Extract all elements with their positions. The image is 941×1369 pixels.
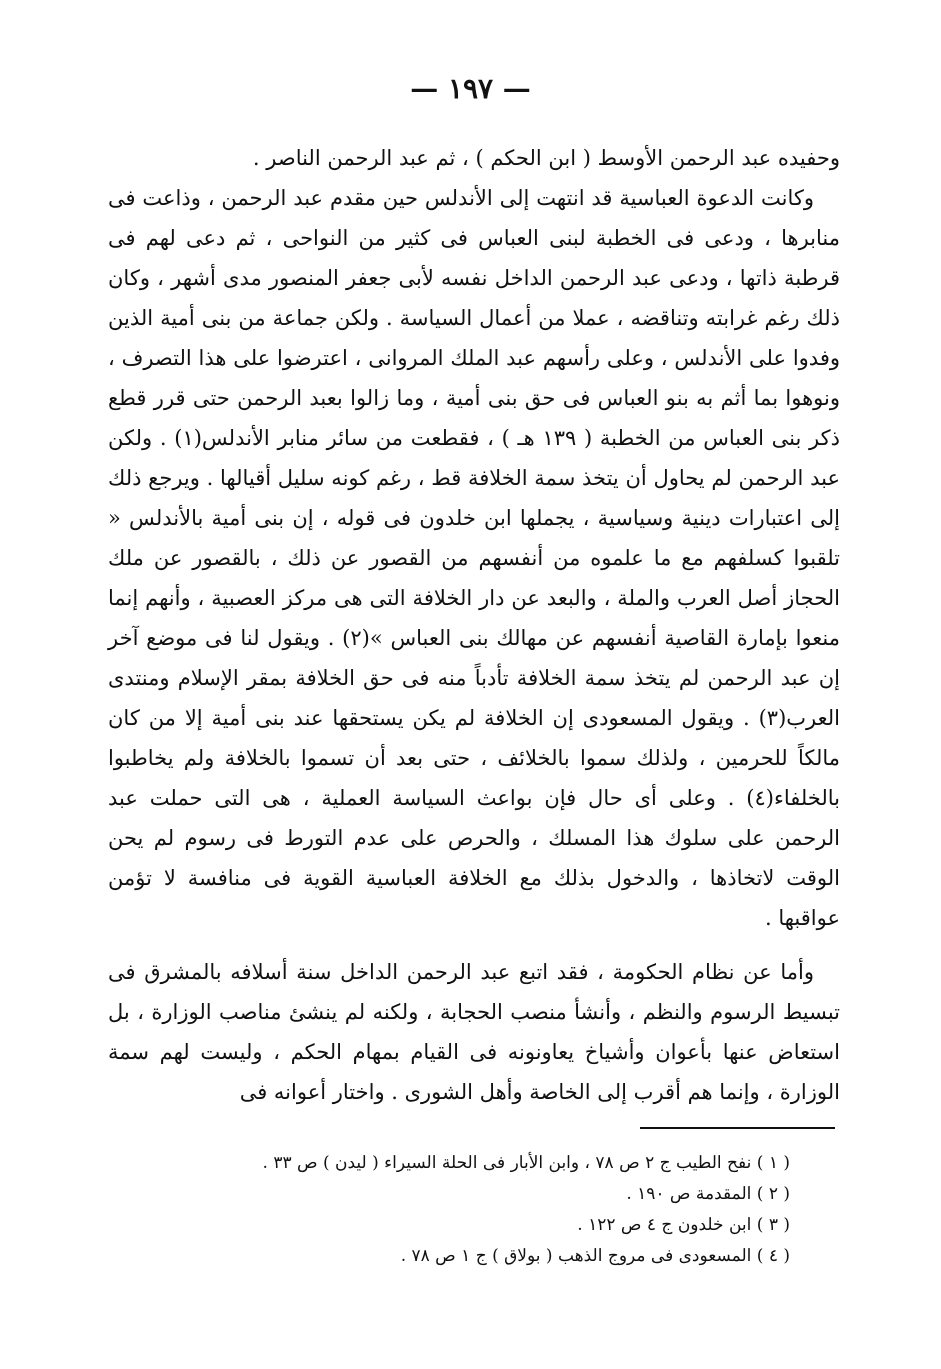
footnote-2: ( ٢ ) المقدمة ص ١٩٠ . [626,1184,790,1204]
footnote-1: ( ١ ) نفح الطيب ج ٢ ص ٧٨ ، وابن الأبار فى الحلة السيراء ( ليدن ) ص ٣٣ . [262,1153,790,1173]
paragraph-government: وأما عن نظام الحكومة ، فقد اتبع عبد الرحمن الداخل سنة أسلافه بالمشرق فى تبسيط الرسوم والنظم ، وأنشأ منصب الحجابة ، ولكنه لم ينشئ مناصب الوزارة ، بل استعاض عنها بأعوان وأشياخ يعاونونه فى القيام بمهام الحكم ، وليست لهم سمة الوزارة ، وإنما هم أقرب إلى الخاصة وأهل الشورى . واختار أعوانه فى [108,960,840,1104]
paragraph-opening: وحفيده عبد الرحمن الأوسط ( ابن الحكم ) ، ثم عبد الرحمن الناصر . [252,146,840,170]
footnote-3: ( ٣ ) ابن خلدون ج ٤ ص ١٢٢ . [577,1215,790,1235]
footnote-divider [640,1127,835,1129]
footnotes [150,1148,790,1272]
body-text [108,138,840,1112]
paragraph-gap [108,938,840,952]
paragraph-abbasid-call: وكانت الدعوة العباسية قد انتهت إلى الأندلس حين مقدم عبد الرحمن ، وذاعت فى منابرها ، ودعى فى الخطبة لبنى العباس فى كثير من النواحى ، ثم دعى لهم فى قرطبة ذاتها ، ودعى عبد الرحمن الداخل نفسه لأبى جعفر المنصور مدى أشهر ، وكان ذلك رغم غرابته وتناقضه ، عملا من أعمال السياسة . ولكن جماعة من بنى أمية الذين وفدوا على الأندلس ، وعلى رأسهم عبد الملك المروانى ، اعترضوا على هذا التصرف ، ونوهوا بما أثم به بنو العباس فى حق بنى أمية ، وما زالوا بعبد الرحمن حتى قرر قطع ذكر بنى العباس من الخطبة ( ١٣٩ هـ ) ، فقطعت من سائر منابر الأندلس(١) . ولكن عبد الرحمن لم يحاول أن يتخذ سمة الخلافة قط ، رغم كونه سليل أقيالها . ويرجع ذلك إلى اعتبارات دينية وسياسية ، يجملها ابن خلدون فى قوله ، إن بنى أمية بالأندلس « تلقبوا كسلفهم مع ما علموه من أنفسهم من القصور عن ذلك ، بالقصور عن ملك الحجاز أصل العرب والملة ، والبعد عن دار الخلافة التى هى مركز العصبية ، وأنهم إنما منعوا بإمارة القاصية أنفسهم عن مهالك بنى العباس »(٢) . ويقول لنا فى موضع آخر إن عبد الرحمن لم يتخذ سمة الخلافة تأدباً منه فى حق الخلافة بمقر الإسلام ومنتدى العرب(٣) . ويقول المسعودى إن الخلافة لم يكن يستحقها عند بنى أمية إلا من كان مالكاً للحرمين ، ولذلك سموا بالخلائف ، حتى بعد أن تسموا بالخلافة ولم يخاطبوا بالخلفاء(٤) . وعلى أى حال فإن بواعث السياسة العملية ، هى التى حملت عبد الرحمن على سلوك هذا المسلك ، والحرص على عدم التورط فى رسوم لم يحن الوقت لاتخاذها ، والدخول بذلك مع الخلافة العباسية القوية فى منافسة لا تؤمن عواقبها . [108,186,840,930]
footnote-4: ( ٤ ) المسعودى فى مروج الذهب ( بولاق ) ج ١ ص ٧٨ . [400,1246,790,1266]
page-number: — ١٩٧ — [410,72,531,105]
